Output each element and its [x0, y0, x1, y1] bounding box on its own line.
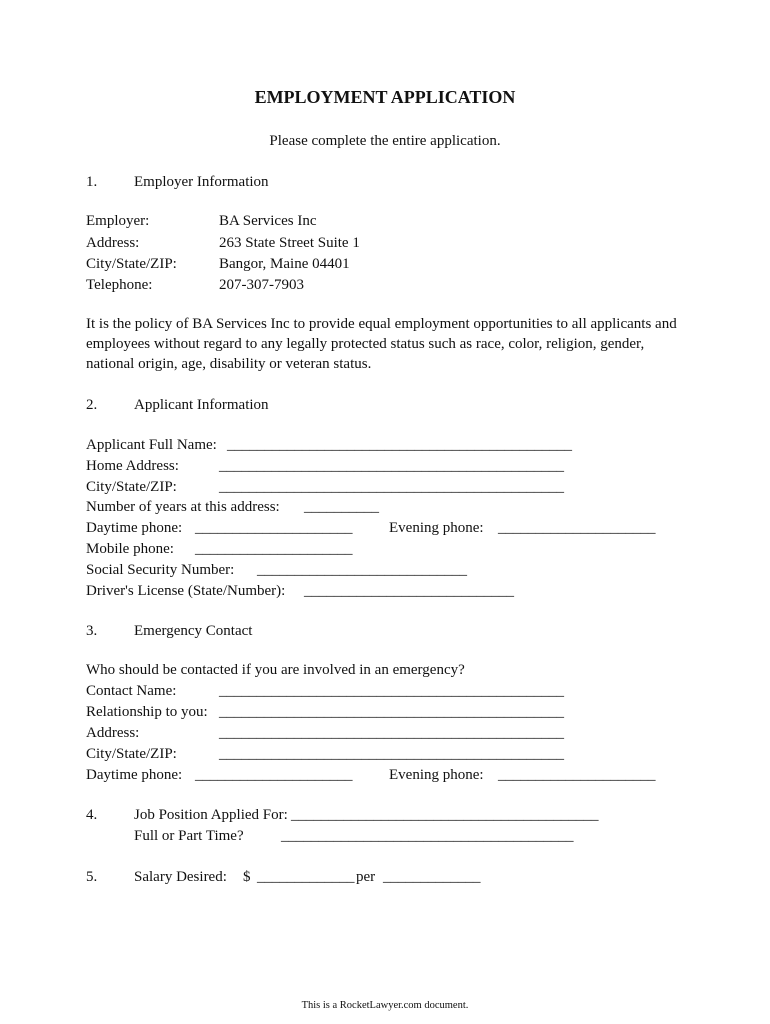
section-1-number: 1. [86, 174, 98, 190]
job-position-label: Job Position Applied For: [134, 807, 288, 823]
section-5-number: 5. [86, 869, 98, 885]
contact-daytime-phone-label: Daytime phone: [86, 767, 183, 783]
home-address-label: Home Address: [86, 458, 179, 474]
applicant-city-label: City/State/ZIP: [86, 479, 177, 495]
section-2-number: 2. [86, 397, 98, 413]
job-position-field[interactable]: _________________________________________ [291, 807, 599, 823]
section-3-number: 3. [86, 623, 98, 639]
contact-address-field[interactable]: ______________________________________________ [219, 725, 564, 741]
salary-amount-field[interactable]: _____________ [257, 869, 355, 885]
employer-value: BA Services Inc [219, 213, 317, 229]
salary-period-field[interactable]: _____________ [383, 869, 481, 885]
emergency-question: Who should be contacted if you are involved in an emergency? [86, 662, 465, 678]
contact-evening-phone-label: Evening phone: [389, 767, 484, 783]
salary-currency: $ [243, 869, 251, 885]
section-1-heading: Employer Information [134, 174, 269, 190]
employer-city-label: City/State/ZIP: [86, 256, 177, 272]
eeo-policy-paragraph: It is the policy of BA Services Inc to provide equal employment opportunities to all applicants and employees without regard to any legally protected status such as race, color, religion, gender, national origin, age, disability or veteran status. [86, 316, 677, 372]
years-at-address-label: Number of years at this address: [86, 499, 280, 515]
contact-city-label: City/State/ZIP: [86, 746, 177, 762]
daytime-phone-field[interactable]: _____________________ [195, 520, 353, 536]
employer-address-value: 263 State Street Suite 1 [219, 235, 360, 251]
section-3-heading: Emergency Contact [134, 623, 253, 639]
mobile-phone-field[interactable]: _____________________ [195, 541, 353, 557]
section-4-number: 4. [86, 807, 98, 823]
ssn-field[interactable]: ____________________________ [257, 562, 467, 578]
relationship-label: Relationship to you: [86, 704, 208, 720]
document-footer: This is a RocketLawyer.com document. [301, 1000, 469, 1011]
section-2-heading: Applicant Information [134, 397, 269, 413]
relationship-field[interactable]: ______________________________________________ [219, 704, 564, 720]
applicant-name-field[interactable]: ______________________________________________ [227, 437, 572, 453]
employer-label: Employer: [86, 213, 150, 229]
drivers-license-label: Driver's License (State/Number): [86, 583, 286, 599]
full-part-time-field[interactable]: _______________________________________ [281, 828, 574, 844]
daytime-phone-label: Daytime phone: [86, 520, 183, 536]
employer-phone-value: 207-307-7903 [219, 277, 304, 293]
evening-phone-field[interactable]: _____________________ [498, 520, 656, 536]
page-title: EMPLOYMENT APPLICATION [254, 87, 516, 107]
page-subtitle: Please complete the entire application. [269, 133, 501, 149]
applicant-name-label: Applicant Full Name: [86, 437, 217, 453]
employer-address-label: Address: [86, 235, 140, 251]
contact-evening-phone-field[interactable]: _____________________ [498, 767, 656, 783]
full-part-time-label: Full or Part Time? [134, 828, 244, 844]
applicant-city-field[interactable]: ______________________________________________ [219, 479, 564, 495]
salary-label: Salary Desired: [134, 869, 227, 885]
evening-phone-label: Evening phone: [389, 520, 484, 536]
contact-name-field[interactable]: ______________________________________________ [219, 683, 564, 699]
mobile-phone-label: Mobile phone: [86, 541, 174, 557]
drivers-license-field[interactable]: ____________________________ [304, 583, 514, 599]
salary-per-label: per [356, 869, 376, 885]
contact-name-label: Contact Name: [86, 683, 177, 699]
home-address-field[interactable]: ______________________________________________ [219, 458, 564, 474]
contact-city-field[interactable]: ______________________________________________ [219, 746, 564, 762]
contact-daytime-phone-field[interactable]: _____________________ [195, 767, 353, 783]
years-at-address-field[interactable]: __________ [304, 499, 379, 515]
employer-phone-label: Telephone: [86, 277, 153, 293]
contact-address-label: Address: [86, 725, 140, 741]
ssn-label: Social Security Number: [86, 562, 235, 578]
employer-city-value: Bangor, Maine 04401 [219, 256, 350, 272]
